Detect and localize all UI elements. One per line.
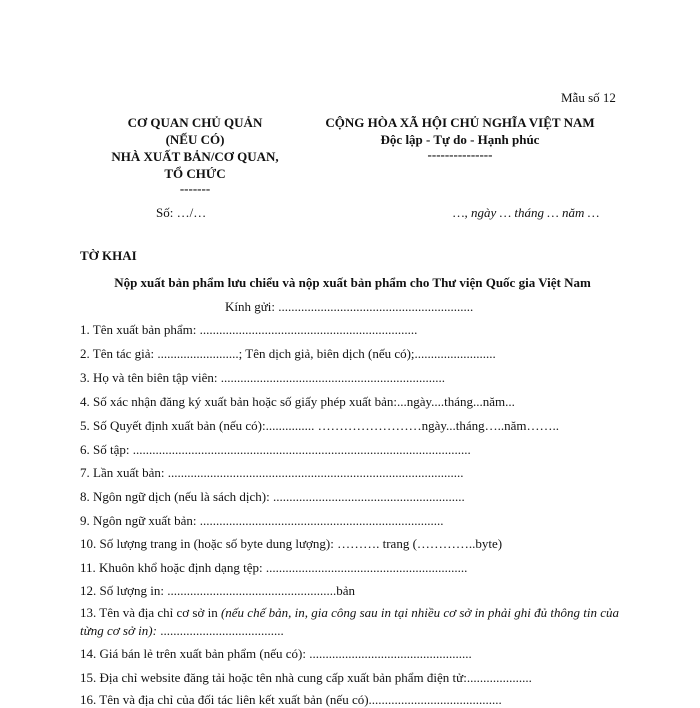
field-11: 11. Khuôn khổ hoặc định dạng tệp: .............................................................. <box>80 560 468 575</box>
agency-separator: ------- <box>179 181 211 196</box>
field-9: 9. Ngôn ngữ xuất bản: ........................................................................... <box>80 513 444 528</box>
field-6: 6. Số tập: ........................................................................................................ <box>80 442 471 457</box>
field-14: 14. Giá bán lẻ trên xuất bản phẩm (nếu có): .................................................. <box>80 646 472 661</box>
field-8: 8. Ngôn ngữ dịch (nếu là sách dịch): ........................................................... <box>80 489 465 504</box>
field-13-text: 13. Tên và địa chỉ cơ sở in <box>80 605 221 620</box>
issuing-agency-header <box>80 114 310 195</box>
nation-name: CỘNG HÒA XÃ HỘI CHỦ NGHĨA VIỆT NAM <box>325 115 595 130</box>
nation-motto: Độc lập - Tự do - Hạnh phúc <box>380 132 540 147</box>
agency-line-4: TỔ CHỨC <box>164 166 226 181</box>
field-10: 10. Số lượng trang in (hoặc số byte dung lượng): ………. trang (…………..byte) <box>80 536 503 551</box>
form-number: Mẫu số 12 <box>561 90 616 105</box>
field-1: 1. Tên xuất bản phẩm: ................................................................... <box>80 322 418 337</box>
form-subtitle: Nộp xuất bản phẩm lưu chiểu và nộp xuất bản phẩm cho Thư viện Quốc gia Việt Nam <box>114 275 591 290</box>
field-2: 2. Tên tác giả: .........................; Tên dịch giả, biên dịch (nếu có);......................... <box>80 346 496 361</box>
field-12: 12. Số lượng in: ....................................................bản <box>80 583 356 598</box>
document-number: Số: …/… <box>156 205 207 220</box>
field-13 <box>80 604 620 640</box>
agency-line-2: (NẾU CÓ) <box>165 132 225 147</box>
field-7: 7. Lần xuất bản: ........................................................................................... <box>80 465 464 480</box>
field-15: 15. Địa chỉ website đăng tải hoặc tên nhà cung cấp xuất bản phẩm điện tử:.................... <box>80 670 532 685</box>
field-5: 5. Số Quyết định xuất bản (nếu có):............... ……………………ngày...tháng…..năm…….. <box>80 418 560 433</box>
field-3: 3. Họ và tên biên tập viên: ..................................................................... <box>80 370 446 385</box>
field-13-note: (nếu chế bản, in, gia công sau in tại nhiều cơ sở in phải ghi đủ thông tin của từng cơ sở in): <box>80 605 620 638</box>
field-16: 16. Tên và địa chỉ của đối tác liên kết xuất bản (nếu có)......................................... <box>80 692 502 707</box>
national-header <box>300 114 620 161</box>
agency-line-1: CƠ QUAN CHỦ QUẢN <box>127 115 263 130</box>
recipient-line: Kính gửi: ............................................................ <box>225 299 474 314</box>
date-line: …, ngày … tháng … năm … <box>453 205 600 220</box>
nation-separator: --------------- <box>427 147 493 162</box>
field-13-tail: ...................................... <box>156 623 284 638</box>
agency-line-3: NHÀ XUẤT BẢN/CƠ QUAN, <box>111 149 279 164</box>
form-title: TỜ KHAI <box>80 248 137 263</box>
field-4: 4. Số xác nhận đăng ký xuất bản hoặc số giấy phép xuất bản:...ngày....tháng...năm... <box>80 394 515 409</box>
